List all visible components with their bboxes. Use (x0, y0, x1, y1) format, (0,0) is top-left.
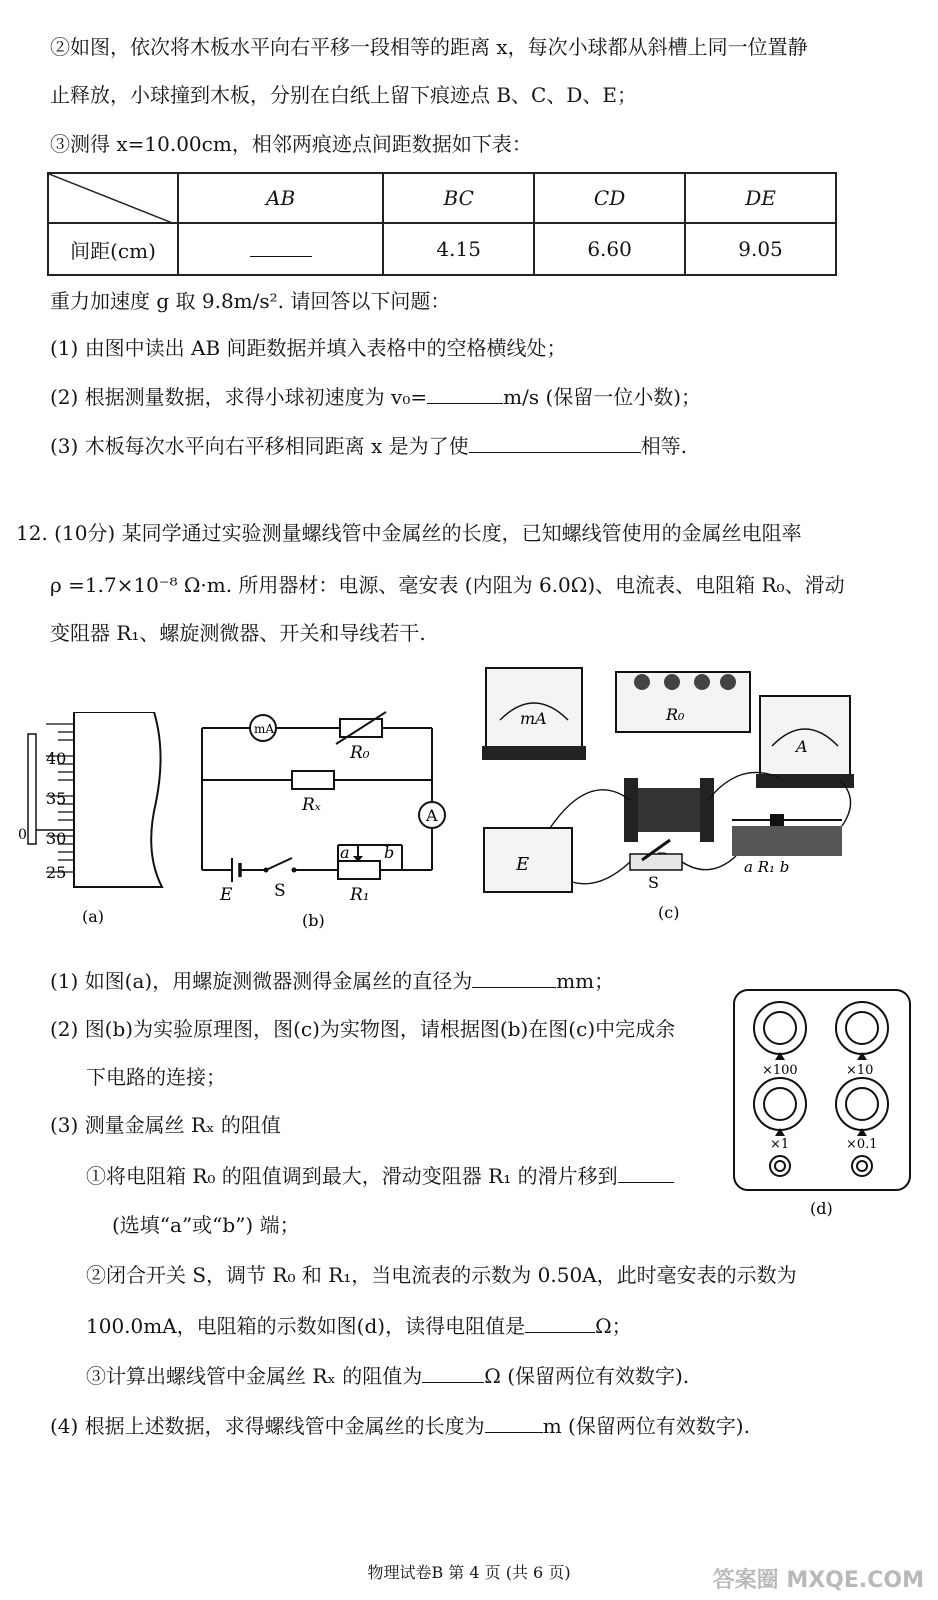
figure-c-apparatus (470, 650, 870, 940)
table-header-cd: CD (534, 173, 685, 223)
table-cell-ab-blank[interactable] (178, 223, 383, 275)
micrometer-tick-25: 25 (46, 863, 67, 882)
device-milliammeter-label: mA (520, 709, 547, 728)
gravity-line: 重力加速度 g 取 9.8m/s². 请回答以下问题： (50, 289, 451, 313)
switch-device (630, 840, 682, 892)
table-row-label: 间距(cm) (48, 223, 178, 275)
spacing-table (47, 172, 837, 276)
resistance-box-device (616, 672, 750, 732)
device-r0-label: R₀ (666, 705, 685, 724)
table-cell-cd: 6.60 (534, 223, 685, 275)
diagram-r1-label: R₁ (350, 885, 370, 905)
diagram-rx-label: Rₓ (302, 795, 321, 815)
q12-part4: (4) 根据上述数据，求得螺线管中金属丝的长度为 m (保留两位有效数字). (50, 1414, 750, 1438)
step2-line2: 止释放，小球撞到木板，分别在白纸上留下痕迹点 B、C、D、E； (50, 83, 637, 107)
q12-part3-step2-line2: 100.0mA，电阻箱的示数如图(d)，读得电阻值是 Ω； (86, 1314, 632, 1338)
q12-part2-line2: 下电路的连接； (86, 1065, 226, 1089)
v0-answer-blank[interactable] (427, 383, 503, 404)
figure-c-caption: (c) (658, 903, 680, 922)
q12-part3-title: (3) 测量金属丝 Rₓ 的阻值 (50, 1113, 281, 1137)
figure-d-resistance-box-dials (730, 986, 920, 1226)
table-header-ab: AB (178, 173, 383, 223)
q12-intro-line1: 12. (10分) 某同学通过实验测量螺线管中金属丝的长度，已知螺线管使用的金属丝电阻率 (16, 521, 802, 545)
micrometer-zero: 0 (18, 827, 27, 843)
q11-part2: (2) 根据测量数据，求得小球初速度为 v₀= m/s (保留一位小数)； (50, 385, 702, 409)
watermark-logo: 答案圈 MXQE.COM (712, 1568, 924, 1593)
figure-a-caption: (a) (82, 907, 105, 926)
q12-part3-step2-line1: ②闭合开关 S，调节 R₀ 和 R₁，当电流表的示数为 0.50A，此时毫安表的示数为 (86, 1263, 797, 1287)
diagram-switch-label: S (274, 881, 286, 901)
diagram-ammeter-label: A (426, 806, 438, 825)
table-corner-cell (48, 173, 178, 223)
power-source-device (484, 828, 572, 892)
table-header-bc: BC (383, 173, 534, 223)
diagram-terminal-b: b (384, 843, 395, 862)
slider-end-answer-blank[interactable] (618, 1162, 674, 1183)
diagram-source-label: E (220, 885, 233, 905)
diagram-terminal-a: a (340, 843, 350, 862)
q12-intro-line3: 变阻器 R₁、螺旋测微器、开关和导线若干. (50, 621, 426, 645)
page-footer: 物理试卷B 第 4 页 (共 6 页) (367, 1563, 571, 1582)
table-cell-bc: 4.15 (383, 223, 534, 275)
purpose-answer-blank[interactable] (469, 432, 641, 453)
table-header-de: DE (685, 173, 836, 223)
micrometer-tick-40: 40 (46, 749, 67, 768)
q11-part3: (3) 木板每次水平向右平移相同距离 x 是为了使 相等. (50, 434, 688, 458)
device-ammeter-label: A (796, 737, 808, 756)
rx-answer-blank[interactable] (422, 1362, 484, 1383)
dial-multiplier-100: ×100 (762, 1063, 798, 1078)
corner-diagonal (49, 174, 175, 224)
rheostat-device (732, 814, 842, 876)
q12-part3-step3: ③计算出螺线管中金属丝 Rₓ 的阻值为 Ω (保留两位有效数字). (86, 1364, 690, 1388)
dial-multiplier-1: ×1 (770, 1137, 790, 1152)
diagram-r0-label: R₀ (350, 743, 370, 763)
milliammeter-device (482, 668, 586, 760)
step2-line1: ②如图，依次将木板水平向右平移一段相等的距离 x，每次小球都从斜槽上同一位置静 (50, 35, 808, 59)
figure-b-caption: (b) (302, 911, 325, 930)
resistance-box-answer-blank[interactable] (525, 1312, 595, 1333)
device-source-label: E (516, 854, 530, 875)
device-switch-label: S (648, 873, 659, 892)
q12-part3-step1: ①将电阻箱 R₀ 的阻值调到最大，滑动变阻器 R₁ 的滑片移到 (86, 1162, 674, 1189)
figure-a-micrometer (16, 712, 176, 942)
figure-b-circuit-diagram (190, 700, 450, 940)
q12-intro-line2: ρ =1.7×10⁻⁸ Ω·m. 所用器材：电源、毫安表 (内阻为 6.0Ω)、电流表、电阻箱 R₀、滑动 (50, 573, 845, 597)
figure-d-caption: (d) (810, 1199, 833, 1218)
q12-part1: (1) 如图(a)，用螺旋测微器测得金属丝的直径为 mm； (50, 969, 615, 993)
dial-multiplier-0-1: ×0.1 (846, 1137, 878, 1152)
table-cell-de: 9.05 (685, 223, 836, 275)
step3-line: ③测得 x=10.00cm，相邻两痕迹点间距数据如下表： (50, 132, 532, 156)
length-answer-blank[interactable] (485, 1412, 543, 1433)
micrometer-tick-30: 30 (46, 829, 67, 848)
dial-multiplier-10: ×10 (846, 1063, 874, 1078)
q12-part3-step1-note: (选填“a”或“b”) 端； (112, 1213, 300, 1237)
diameter-answer-blank[interactable] (472, 967, 556, 988)
device-rheostat-label: a R₁ b (744, 858, 790, 876)
q12-part2-line1: (2) 图(b)为实验原理图，图(c)为实物图，请根据图(b)在图(c)中完成余 (50, 1017, 676, 1041)
micrometer-tick-35: 35 (46, 789, 67, 808)
diagram-milliammeter-label: mA (254, 722, 275, 736)
q11-part1: (1) 由图中读出 AB 间距数据并填入表格中的空格横线处； (50, 336, 567, 360)
